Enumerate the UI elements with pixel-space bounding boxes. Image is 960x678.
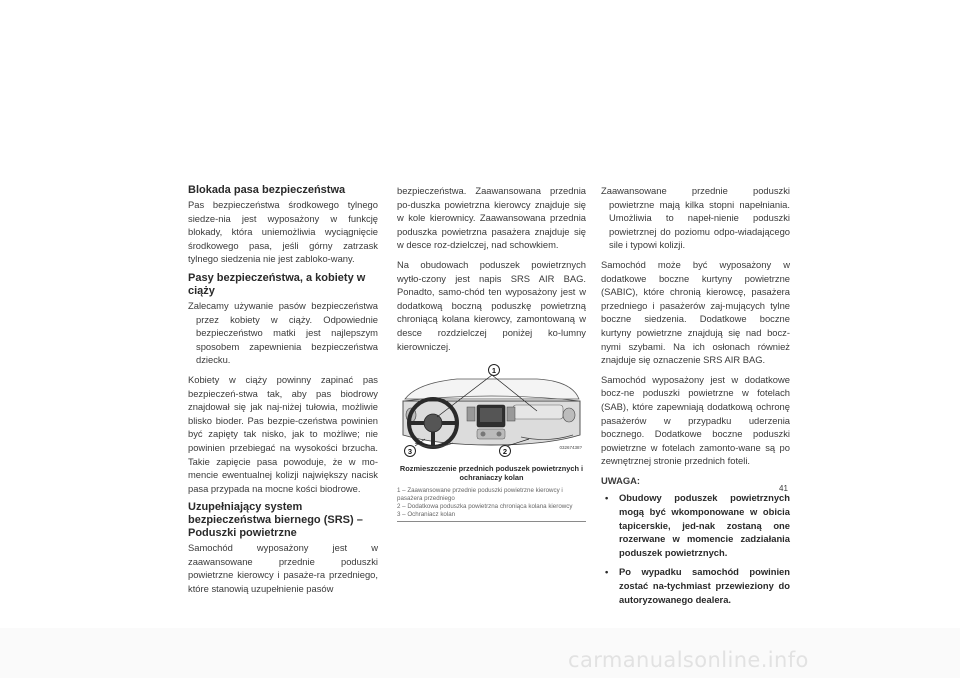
bullet-icon: • [605, 492, 609, 504]
paragraph-advanced-airbags: Zaawansowane przednie poduszki powietrzne mają kilka stopni napełniania. Umożliwia to napeł-nienie poduszki powietrznej do poziomu odpo-wiadającego sile i typowi kolizji. [601, 185, 790, 251]
legend-item-1: 1 – Zaawansowane przednie poduszki powietrzne kierowcy i pasażera przedniego [397, 487, 563, 503]
heading-pregnant-women: Pasy bezpieczeństwa, a kobiety w ciąży [188, 271, 366, 297]
callout-1-label: 1 [491, 365, 497, 375]
paragraph-pregnant-recommend: Zalecamy używanie pasów bezpieczeństwa przez kobiety w ciąży. Odpowiednie bezpieczeństwo matki jest najlepszym sposobem zapewnienia bezpieczeństwa dziecku. [188, 299, 378, 366]
paragraph-sabic: Samochód może być wyposażony w dodatkowe boczne kurtyny powietrzne (SABIC), które chronią kierowcę, pasażera przedniego i pasażerów zaj-mujących tylne boczne siedzenia. Dodatkowe boczne kurtyny powietrzne znajdują się nad bocz-nymi szybami. Na ich osłonach również znajduje się oznaczenie SRS AIR BAG. [601, 258, 790, 366]
paragraph-srs-label: Na obudowach poduszek powietrznych wytło-czony jest napis SRS AIR BAG. Ponadto, samo-chód ten wyposażony jest w dodatkową boczną poduszkę powietrzną chroniącą kolana kierowcy, zamontowaną w desce rozdzielczej poniżej ko-lumny kierowniczej. [397, 258, 586, 352]
warning-item-text: Obudowy poduszek powietrznych mogą być wkomponowane w obicia tapicerskie, jed-nak zostaną one rozerwane w momencie zadziałania poduszek powietrznych. [619, 492, 790, 558]
figure-caption: Rozmieszczenie przednich poduszek powietrznych i ochraniaczy kolan [399, 464, 584, 483]
column-left [188, 184, 378, 602]
warning-list [601, 491, 790, 606]
callout-3-label: 3 [407, 446, 413, 456]
warning-item-text: Po wypadku samochód powinien zostać na-tychmiast przewieziony do autoryzowanego dealera. [619, 566, 790, 605]
figure-code: 03267438? [559, 444, 582, 450]
bottom-band [0, 628, 960, 678]
dashboard-airbag-figure [397, 359, 586, 462]
paragraph-srs-intro: Samochód wyposażony jest w zaawansowane przednie poduszki powietrzne kierowcy i pasaże-ra przedniego, które stanowią uzupełnienie pasów [188, 542, 378, 595]
figure-legend [397, 487, 586, 522]
paragraph-sab: Samochód wyposażony jest w dodatkowe bocz-ne poduszki powietrzne w fotelach (SAB), które zapewniają dodatkową ochronę pasażerów w przypadku uderzenia bocznego. Dodatkowe boczne poduszki powietrzne w fotelach zamonto-wane są po zewnętrznej stronie przednich foteli. [601, 373, 790, 467]
callout-2-label: 2 [502, 446, 508, 456]
column-right [601, 184, 790, 612]
watermark-text: carmanualsonline.info [568, 648, 809, 672]
warning-title: UWAGA: [601, 474, 641, 486]
paragraph-airbag-locations: bezpieczeństwa. Zaawansowana przednia po-duszka powietrzna kierowcy znajduje się w kole kierownicy. Zaawansowana przednia poduszka powietrzna pasażera znajduje się w desce roz-dzielczej, nad schowkiem. [397, 185, 586, 251]
warning-item [601, 491, 790, 559]
bullet-icon: • [605, 566, 609, 578]
legend-item-3: 3 – Ochraniacz kolan [397, 511, 456, 519]
column-middle [397, 184, 586, 522]
legend-item-2: 2 – Dodatkowa poduszka powietrzna chroniąca kolana kierowcy [397, 503, 573, 511]
paragraph-seatbelt-lock: Pas bezpieczeństwa środkowego tylnego siedze-nia jest wyposażony w funkcję blokady, która uniemożliwia wyciągnięcie środkowego pasa, jeśli górny zatrzask tylnego siedzenia nie jest zabloko-wany. [188, 199, 378, 265]
page-number: 41 [779, 484, 788, 493]
dashboard-illustration [397, 359, 586, 462]
heading-srs-airbags: Uzupełniający system bezpieczeństwa biernego (SRS) – Poduszki powietrzne [188, 501, 363, 540]
warning-item [601, 565, 790, 606]
paragraph-pregnant-fastening: Kobiety w ciąży powinny zapinać pas bezpieczeń-stwa tak, aby pas biodrowy znajdował się jak naj-niżej tułowia, możliwie blisko bioder. Pas bezpie-czeństwa powinien być zapięty tak nisko, jak to możliwe; nie powinien przebiegać na wysokości brzucha. Takie zapięcie pasa powoduje, że w mo-mencie ewentualnej kolizji największy nacisk pasa przypada na mocne kości biodrowe. [188, 373, 378, 494]
heading-seatbelt-lock: Blokada pasa bezpieczeństwa [188, 184, 346, 196]
